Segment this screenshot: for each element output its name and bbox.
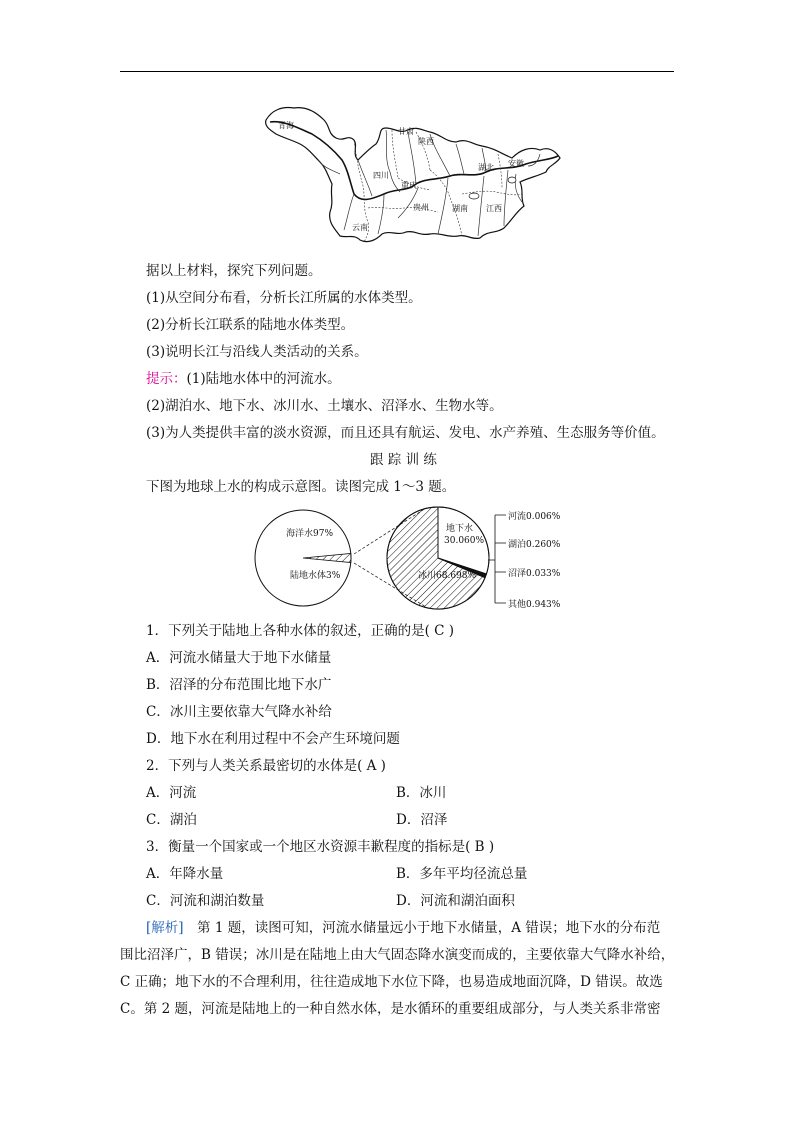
small-item-label: 湖泊0.260% (508, 540, 561, 550)
map-label: 陕西 (418, 137, 434, 146)
analysis-line: C。第 2 题，河流是陆地上的一种自然水体，是水循环的重要组成部分，与人类关系非常密 (120, 1001, 661, 1017)
question-line: (3)说明长江与沿线人类活动的关系。 (146, 344, 368, 360)
right-pie-value-groundwater: 30.060% (444, 536, 485, 546)
question-2-option: B．冰川 (396, 785, 447, 801)
question-3-stem: 3．衡量一个国家或一个地区水资源丰歉程度的指标是( B ) (146, 839, 495, 855)
section-title: 跟 踪 训 练 (370, 452, 437, 468)
map-label: 贵州 (413, 203, 429, 212)
map-label: 湖南 (452, 204, 468, 213)
question-2-stem: 2．下列与人类关系最密切的水体是( A ) (146, 758, 386, 774)
header-rule (120, 71, 674, 72)
question-3-option: A．年降水量 (146, 866, 224, 882)
question-1-option: B．沼泽的分布范围比地下水广 (146, 677, 332, 693)
map-label: 安徽 (508, 159, 524, 168)
figure-intro: 下图为地球上水的构成示意图。读图完成 1～3 题。 (146, 479, 456, 495)
question-3-option: D．河流和湖泊面积 (396, 893, 515, 909)
yangtze-basin-map (258, 98, 566, 246)
question-1-option: A．河流水储量大于地下水储量 (146, 650, 332, 666)
analysis-line (146, 919, 660, 937)
map-label: 重庆 (401, 181, 417, 190)
question-1-stem: 1．下列关于陆地上各种水体的叙述，正确的是( C ) (146, 623, 455, 639)
intro-text: 据以上材料，探究下列问题。 (146, 263, 322, 279)
map-label: 四川 (373, 171, 389, 180)
analysis-text: 第 1 题，读图可知，河流水储量远小于地下水储量，A 错误；地下水的分布范 (183, 920, 661, 936)
left-pie (255, 510, 351, 606)
lakes (469, 177, 516, 199)
water-composition-figure (250, 505, 580, 615)
right-pie-label-glacier: 冰川68.698% (418, 571, 477, 581)
analysis-label: [解析] (146, 920, 184, 936)
question-3-option: C．河流和湖泊数量 (146, 893, 265, 909)
question-1-option: D．地下水在利用过程中不会产生环境问题 (146, 731, 400, 747)
map-label: 湖北 (478, 163, 494, 172)
left-pie-label-land: 陆地水体3% (290, 571, 341, 581)
small-item-bracket (488, 515, 506, 603)
map-label: 甘肃 (398, 127, 414, 136)
right-pie-label-groundwater: 地下水 (446, 524, 474, 534)
analysis-line: 围比沼泽广，B 错误；冰川是在陆地上由大气固态降水演变而成的，主要依靠大气降水补给， (120, 947, 675, 963)
small-item-label: 河流0.006% (508, 512, 561, 522)
hint-line: (3)为人类提供丰富的淡水资源，而且还具有航运、发电、水产养殖、生态服务等价值。 (146, 425, 665, 441)
question-line: (2)分析长江联系的陆地水体类型。 (146, 317, 355, 333)
question-2-option: D．沼泽 (396, 812, 448, 828)
map-label: 云南 (352, 223, 368, 232)
map-label: 江西 (486, 204, 502, 213)
small-item-label: 其他0.943% (508, 600, 561, 610)
question-2-option: C．湖泊 (146, 812, 197, 828)
question-line: (1)从空间分布看，分析长江所属的水体类型。 (146, 290, 422, 306)
hint-text: (1)陆地水体中的河流水。 (186, 371, 341, 387)
question-3-option: B．多年平均径流总量 (396, 866, 528, 882)
hint-label: 提示： (146, 371, 187, 387)
hint-line (146, 370, 341, 388)
hint-line: (2)湖泊水、地下水、冰川水、土壤水、沼泽水、生物水等。 (146, 398, 503, 414)
question-1-option: C．冰川主要依靠大气降水补给 (146, 704, 332, 720)
left-pie-label-ocean: 海洋水97% (286, 529, 334, 539)
right-pie (387, 507, 489, 609)
map-label: 青海 (278, 121, 294, 130)
province-borders (354, 130, 522, 242)
analysis-line: C 正确；地下水的不合理利用，往往造成地下水位下降，也易造成地面沉降，D 错误。故选 (120, 974, 663, 990)
small-item-label: 沼泽0.033% (508, 569, 561, 579)
question-2-option: A．河流 (146, 785, 197, 801)
